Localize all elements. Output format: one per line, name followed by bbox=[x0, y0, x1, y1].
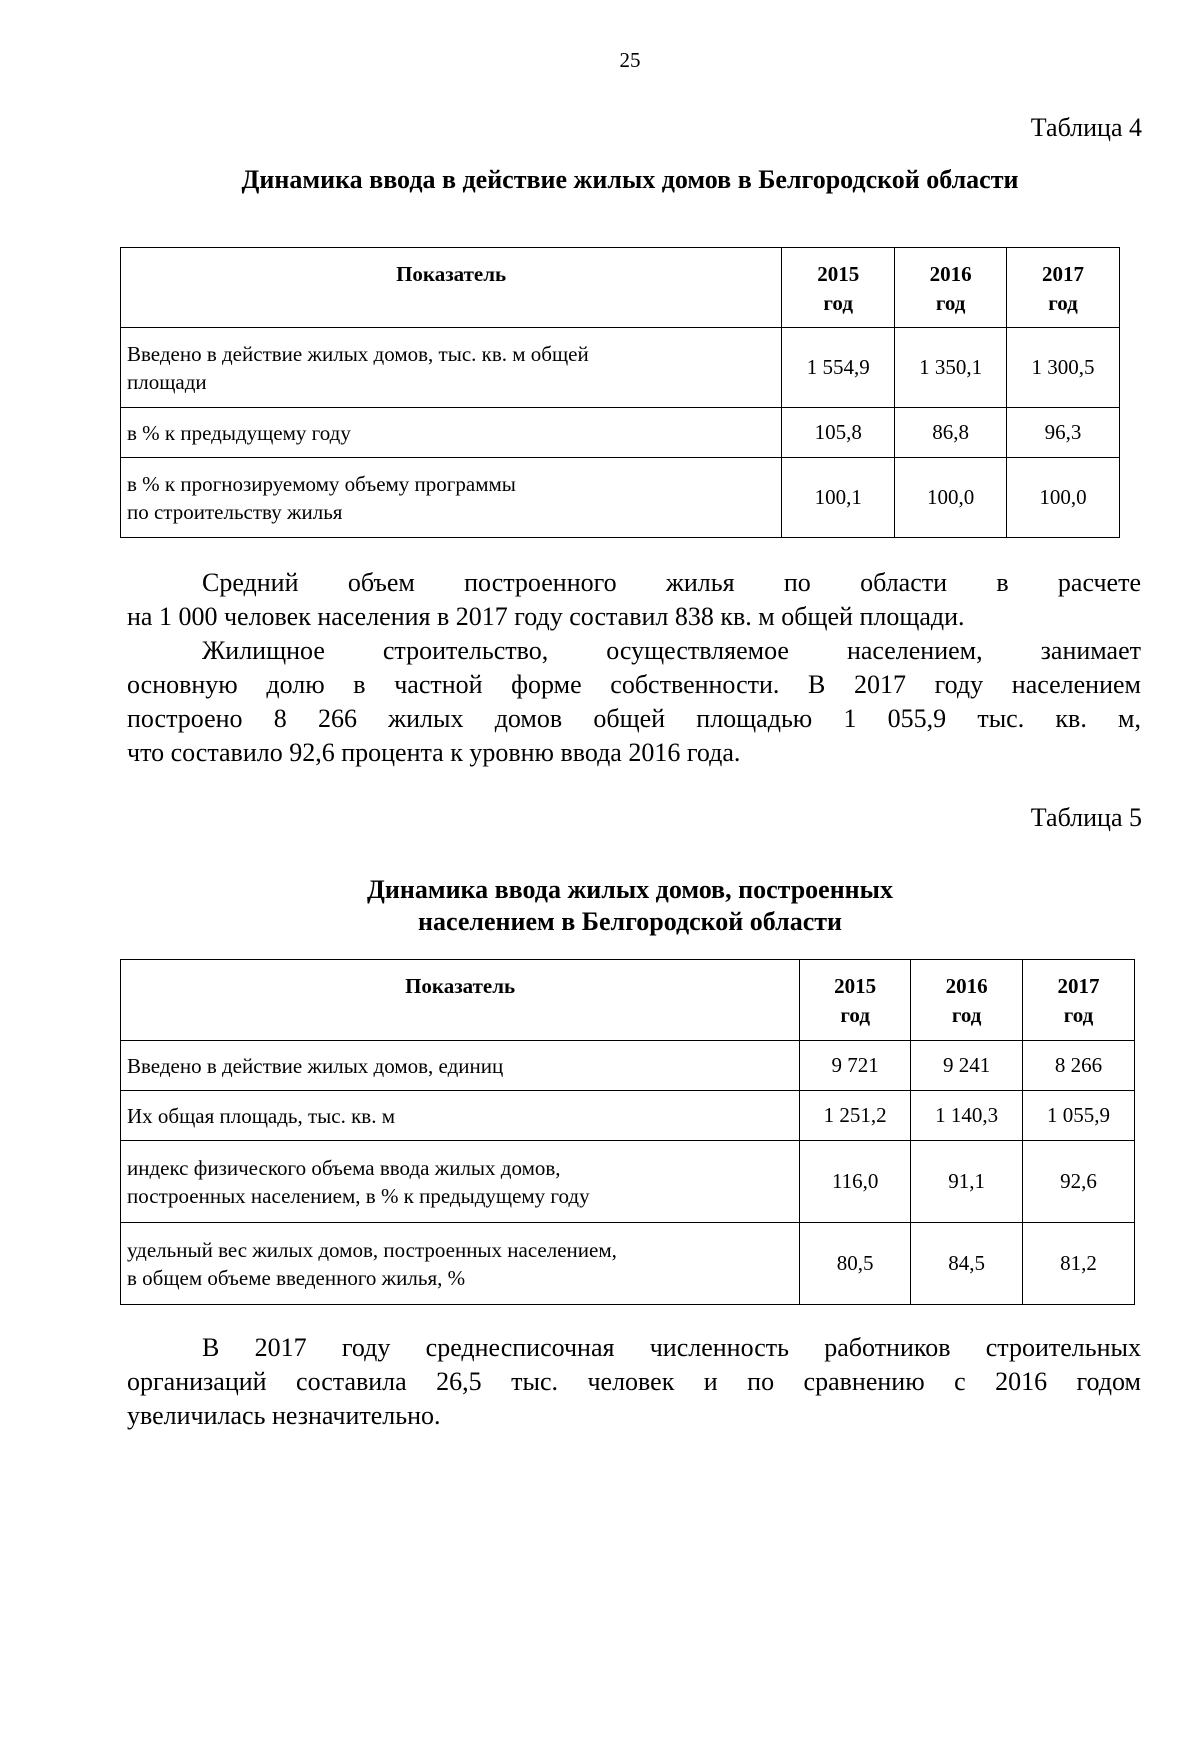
cell-value: 9 721 bbox=[800, 1041, 911, 1091]
cell-value: 100,1 bbox=[782, 458, 895, 538]
table4-header-year: 2017 год bbox=[1007, 248, 1120, 328]
table4-header-row bbox=[121, 248, 1120, 328]
row-label: Введено в действие жилых домов, тыс. кв. м общей площади bbox=[121, 328, 782, 408]
cell-value: 105,8 bbox=[782, 408, 895, 458]
row-label: Их общая площадь, тыс. кв. м bbox=[121, 1091, 800, 1141]
row-label: индекс физического объема ввода жилых домов, построенных населением, в % к предыдущему году bbox=[121, 1141, 800, 1223]
table5 bbox=[120, 959, 1135, 1305]
cell-value: 1 300,5 bbox=[1007, 328, 1120, 408]
row-label: Введено в действие жилых домов, единиц bbox=[121, 1041, 800, 1091]
cell-value: 91,1 bbox=[911, 1141, 1023, 1223]
cell-value: 92,6 bbox=[1023, 1141, 1135, 1223]
table-row bbox=[121, 328, 1120, 408]
cell-value: 1 055,9 bbox=[1023, 1091, 1135, 1141]
row-label: удельный вес жилых домов, построенных населением, в общем объеме введенного жилья, % bbox=[121, 1223, 800, 1305]
cell-value: 1 251,2 bbox=[800, 1091, 911, 1141]
cell-value: 86,8 bbox=[895, 408, 1007, 458]
cell-value: 81,2 bbox=[1023, 1223, 1135, 1305]
table5-header-row bbox=[121, 960, 1135, 1041]
cell-value: 100,0 bbox=[1007, 458, 1120, 538]
cell-value: 1 350,1 bbox=[895, 328, 1007, 408]
cell-value: 1 554,9 bbox=[782, 328, 895, 408]
table5-header-year: 2016 год bbox=[911, 960, 1023, 1041]
cell-value: 8 266 bbox=[1023, 1041, 1135, 1091]
table5-header-year: 2017 год bbox=[1023, 960, 1135, 1041]
cell-value: 116,0 bbox=[800, 1141, 911, 1223]
table4 bbox=[120, 247, 1120, 538]
table-row bbox=[121, 1041, 1135, 1091]
table-row bbox=[121, 408, 1120, 458]
paragraph-construction-workers: В 2017 году среднесписочная численность работников строительных организаций составила 26,5 тыс. человек и по сравнению с 2016 годом увеличилась незначительно. bbox=[127, 1333, 1141, 1430]
cell-value: 1 140,3 bbox=[911, 1091, 1023, 1141]
table4-label: Таблица 4 bbox=[1030, 113, 1142, 142]
paragraph-private-construction: Жилищное строительство, осуществляемое населением, занимает основную долю в частной форме собственности. В 2017 году населением построено 8 266 жилых домов общей площадью 1 055,9 тыс. кв. м, что составило 92,6 процента к уровню ввода 2016 года. bbox=[127, 636, 1141, 767]
table5-title: Динамика ввода жилых домов, построенных населением в Белгородской области bbox=[367, 875, 893, 936]
table-row bbox=[121, 458, 1120, 538]
row-label: в % к предыдущему году bbox=[121, 408, 782, 458]
table4-title: Динамика ввода в действие жилых домов в Белгородской области bbox=[241, 165, 1019, 194]
table4-header-year: 2015 год bbox=[782, 248, 895, 328]
page-number: 25 bbox=[619, 48, 641, 72]
table-row bbox=[121, 1223, 1135, 1305]
table4-header-indicator: Показатель bbox=[121, 248, 782, 328]
cell-value: 100,0 bbox=[895, 458, 1007, 538]
cell-value: 9 241 bbox=[911, 1041, 1023, 1091]
table5-label: Таблица 5 bbox=[1030, 803, 1142, 832]
table4-header-year: 2016 год bbox=[895, 248, 1007, 328]
row-label: в % к прогнозируемому объему программы по строительству жилья bbox=[121, 458, 782, 538]
table5-header-year: 2015 год bbox=[800, 960, 911, 1041]
paragraph-avg-housing: Средний объем построенного жилья по области в расчете на 1 000 человек населения в 2017 году составил 838 кв. м общей площади. bbox=[127, 568, 1141, 631]
cell-value: 96,3 bbox=[1007, 408, 1120, 458]
table-row bbox=[121, 1091, 1135, 1141]
cell-value: 80,5 bbox=[800, 1223, 911, 1305]
table-row bbox=[121, 1141, 1135, 1223]
cell-value: 84,5 bbox=[911, 1223, 1023, 1305]
table5-header-indicator: Показатель bbox=[121, 960, 800, 1041]
